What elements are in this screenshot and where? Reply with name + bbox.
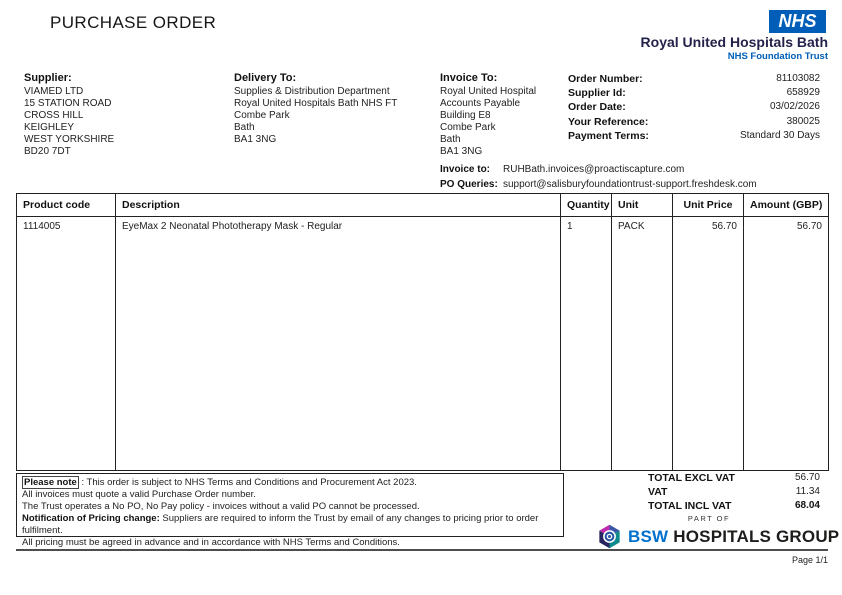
footer-divider — [16, 549, 828, 551]
invoice-line: Royal United Hospital — [440, 86, 537, 97]
supplier-address-block — [24, 72, 114, 158]
cell-product-code: 1114005 — [17, 217, 116, 471]
note-line — [22, 489, 558, 501]
total-excl-vat-label: TOTAL EXCL VAT — [648, 472, 735, 484]
contact-block — [440, 163, 757, 192]
col-header-unit-price: Unit Price — [673, 194, 744, 217]
order-number-row — [568, 72, 820, 86]
nhs-logo-text: NHS — [778, 11, 817, 31]
invoice-address-block — [440, 72, 536, 158]
supplier-line: VIAMED LTD — [24, 86, 84, 97]
note-text: All pricing must be agreed in advance and in accordance with NHS Terms and Conditions. — [22, 536, 400, 548]
vat-row — [648, 485, 820, 499]
nhs-logo — [769, 10, 826, 33]
total-excl-vat-row — [648, 471, 820, 485]
supplier-line: BD20 7DT — [24, 146, 71, 157]
po-queries-label: PO Queries: — [440, 178, 498, 190]
page-number: Page 1/1 — [791, 555, 828, 565]
invoice-email-row — [440, 163, 757, 178]
delivery-line: Royal United Hospitals Bath NHS FT — [234, 98, 398, 109]
supplier-line: CROSS HILL — [24, 110, 84, 121]
organisation-descriptor: NHS Foundation Trust — [727, 51, 828, 62]
your-reference-label: Your Reference: — [568, 115, 649, 128]
total-incl-vat-label: TOTAL INCL VAT — [648, 500, 732, 513]
note-text: All invoices must quote a valid Purchase Order number. — [22, 488, 256, 500]
po-queries-row — [440, 178, 757, 193]
supplier-line: WEST YORKSHIRE — [24, 134, 115, 145]
totals-block — [648, 471, 820, 514]
line-items-table — [16, 193, 829, 471]
bsw-hexagon-icon — [597, 523, 622, 550]
total-incl-vat-row — [648, 499, 820, 513]
bsw-wordmark: BSW — [628, 526, 669, 546]
invoice-line: Building E8 — [440, 110, 491, 121]
col-header-quantity: Quantity — [561, 194, 612, 217]
cell-quantity: 1 — [561, 217, 612, 471]
col-header-product-code: Product code — [17, 194, 116, 217]
note-text: Suppliers are required to inform the Trust by email of any changes to pricing prior to order fulfilment. — [22, 512, 539, 536]
terms-note-box — [16, 473, 564, 548]
supplier-line: 15 STATION ROAD — [24, 98, 112, 109]
supplier-id-row — [568, 86, 820, 100]
note-text: The Trust operates a No PO, No Pay policy - invoices without a valid PO cannot be processed. — [22, 500, 420, 512]
note-line — [22, 501, 558, 513]
order-date-value: 03/02/2026 — [769, 101, 820, 113]
order-number-value: 81103082 — [776, 73, 820, 84]
bsw-hospitals-group-logo — [597, 523, 839, 550]
note-line — [22, 477, 558, 489]
supplier-line: KEIGHLEY — [24, 122, 75, 133]
col-header-unit: Unit — [612, 194, 673, 217]
supplier-label: Supplier: — [24, 72, 72, 84]
delivery-label: Delivery To: — [234, 72, 297, 84]
cell-description: EyeMax 2 Neonatal Phototherapy Mask - Regular — [116, 217, 561, 471]
invoice-line: Combe Park — [440, 122, 496, 133]
invoice-email-label: Invoice to: — [440, 164, 491, 175]
vat-value: 11.34 — [795, 486, 820, 498]
total-excl-vat-value: 56.70 — [794, 472, 820, 483]
your-reference-row — [568, 115, 820, 129]
delivery-line: Combe Park — [234, 110, 290, 121]
total-incl-vat-value: 68.04 — [794, 500, 820, 512]
delivery-line: BA1 3NG — [234, 134, 277, 145]
invoice-line: BA1 3NG — [440, 146, 483, 157]
order-info-block — [568, 72, 820, 143]
table-row — [17, 217, 829, 471]
supplier-id-value: 658929 — [786, 87, 820, 99]
col-header-description: Description — [116, 194, 561, 217]
payment-terms-label: Payment Terms: — [568, 129, 649, 142]
note-text: : This order is subject to NHS Terms and Conditions and Procurement Act 2023. — [78, 477, 417, 488]
note-line — [22, 537, 558, 549]
your-reference-value: 380025 — [786, 115, 820, 127]
part-of-label: PART OF — [687, 514, 731, 523]
organisation-name: Royal United Hospitals Bath — [640, 34, 828, 50]
col-header-amount: Amount (GBP) — [744, 194, 829, 217]
cell-amount: 56.70 — [744, 217, 829, 471]
cell-unit: PACK — [612, 217, 673, 471]
delivery-line: Supplies & Distribution Department — [234, 86, 390, 97]
vat-label: VAT — [648, 486, 668, 499]
payment-terms-row — [568, 129, 820, 143]
order-number-label: Order Number: — [568, 73, 643, 85]
payment-terms-value: Standard 30 Days — [739, 129, 820, 141]
delivery-address-block — [234, 72, 397, 146]
cell-unit-price: 56.70 — [673, 217, 744, 471]
invoice-line: Accounts Payable — [440, 98, 521, 109]
hospitals-group-wordmark: HOSPITALS GROUP — [673, 526, 840, 546]
invoice-line: Bath — [440, 134, 461, 145]
po-queries-value: support@salisburyfoundationtrust-support.freshdesk.com — [503, 178, 757, 190]
order-date-label: Order Date: — [568, 101, 626, 114]
invoice-to-label: Invoice To: — [440, 72, 498, 84]
invoice-email-value: RUHBath.invoices@proactiscapture.com — [503, 164, 685, 175]
supplier-id-label: Supplier Id: — [568, 87, 626, 100]
note-bold-prefix: Notification of Pricing change: — [22, 512, 160, 524]
note-line — [22, 513, 558, 537]
note-bold-prefix: Please note — [24, 477, 77, 488]
document-title: PURCHASE ORDER — [50, 13, 217, 32]
delivery-line: Bath — [234, 122, 255, 133]
table-header-row — [17, 194, 829, 217]
order-date-row — [568, 100, 820, 114]
